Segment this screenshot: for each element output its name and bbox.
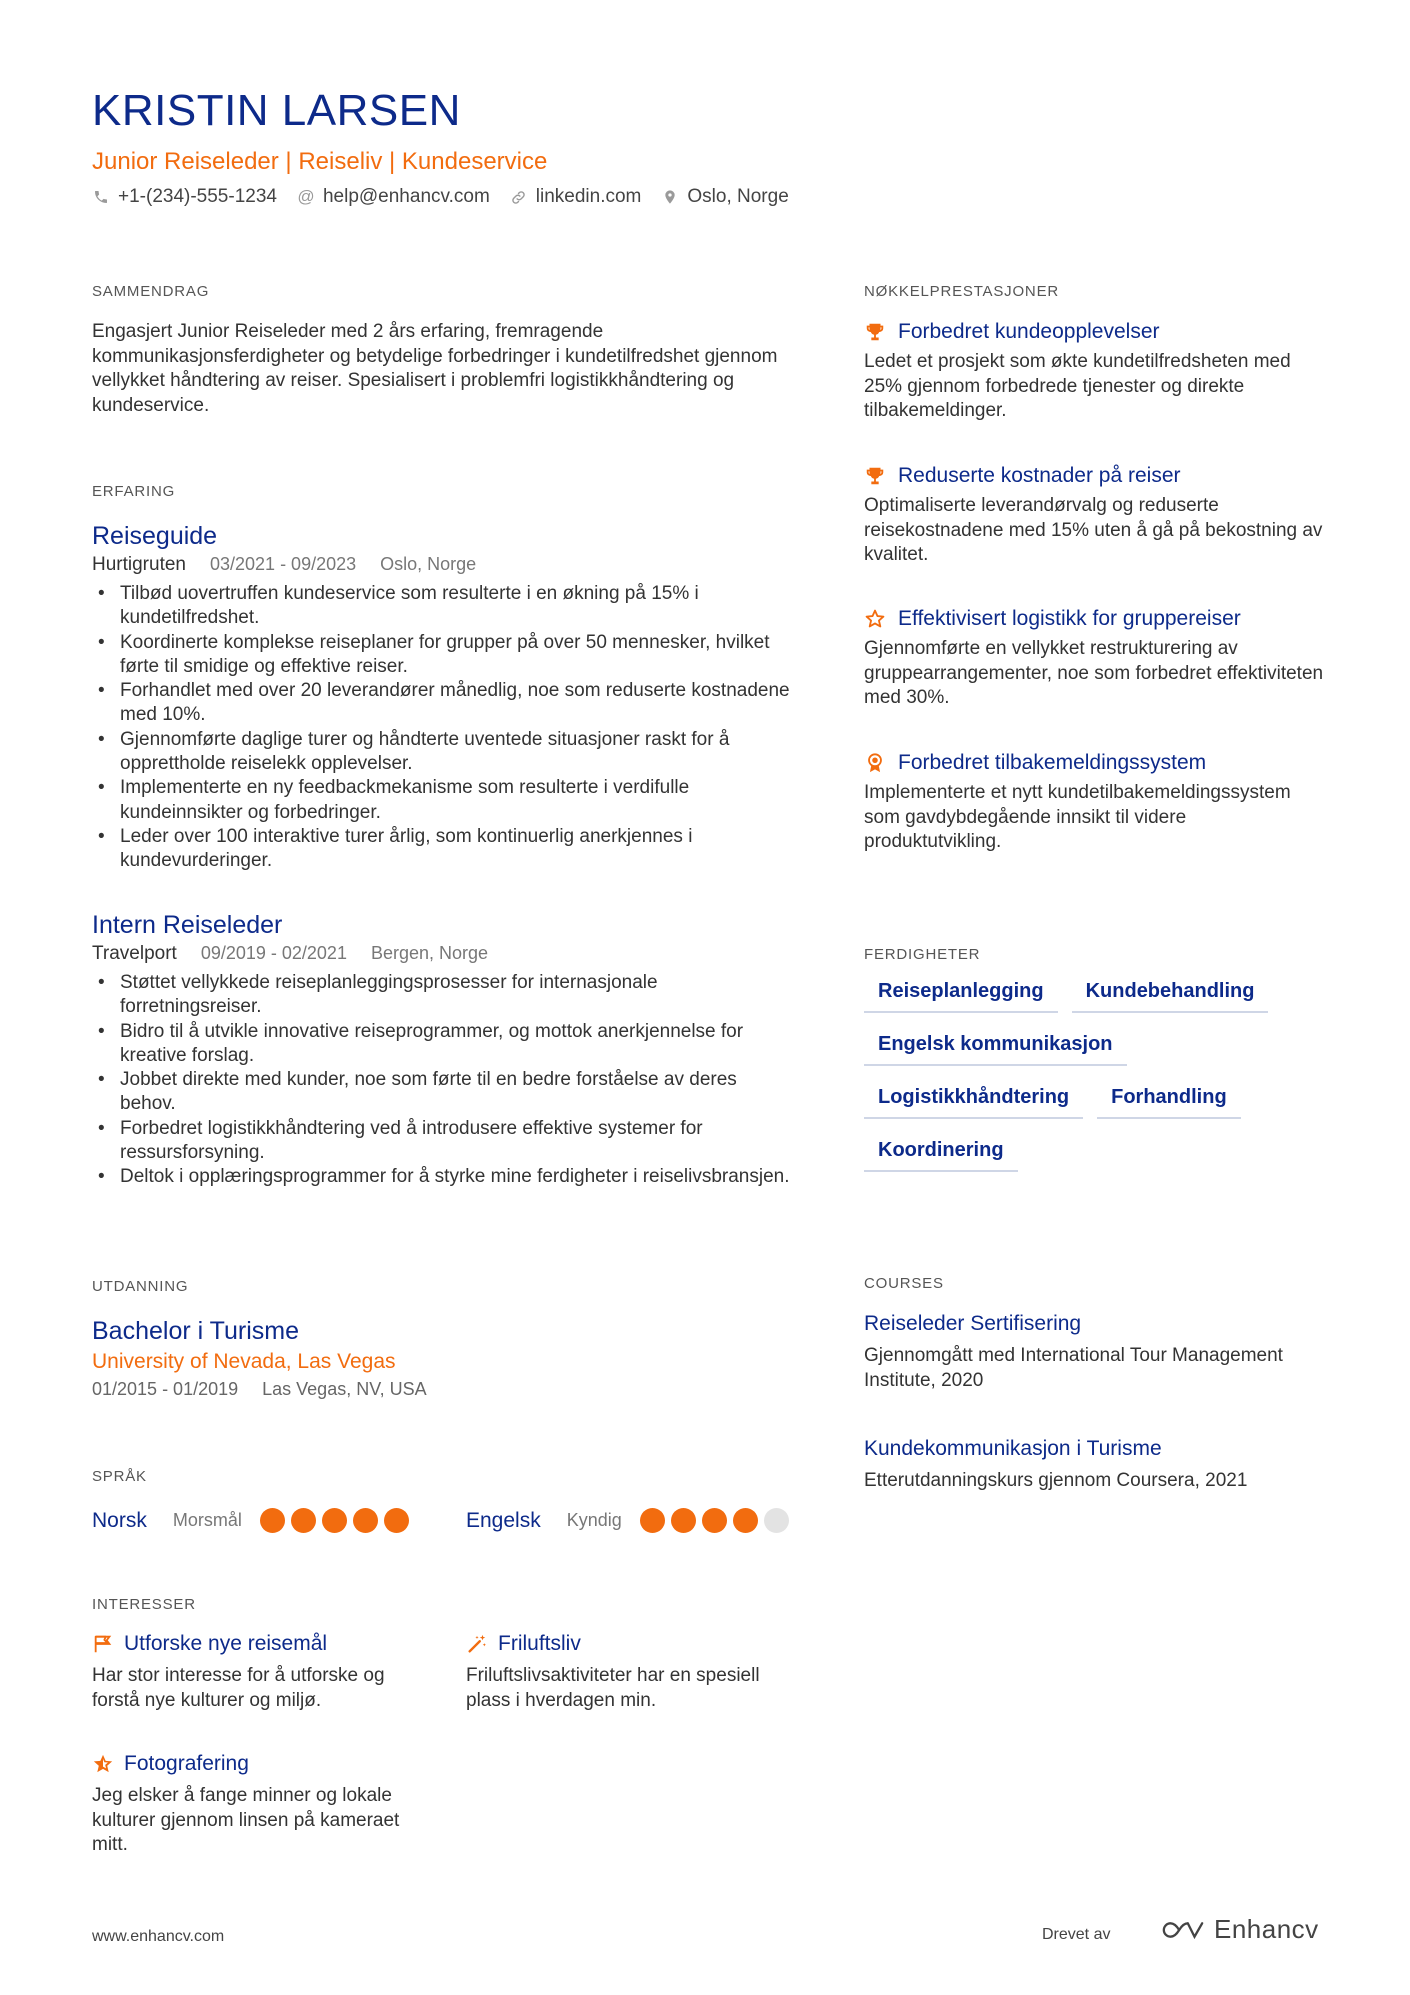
trophy-icon: [864, 321, 886, 343]
achievement-header: [864, 464, 1324, 488]
skill-row: [864, 1139, 1334, 1172]
skills-list: [864, 980, 1334, 1192]
interest-desc: Friluftslivsaktiviteter har en spesiell plass i hverdagen min.: [466, 1665, 760, 1711]
language-item: [92, 1508, 466, 1533]
achievement-item: [864, 320, 1324, 424]
job-dates: 03/2021 - 09/2023: [210, 554, 357, 574]
skill-tag: Forhandling: [1097, 1086, 1241, 1119]
achievement-title: Forbedret kundeopplevelser: [898, 320, 1160, 343]
achievement-title: Effektivisert logistikk for gruppereiser: [898, 607, 1241, 630]
section-heading-skills: FERDIGHETER: [864, 946, 981, 963]
achievement-header: [864, 751, 1324, 775]
job-title: Reiseguide: [92, 522, 218, 550]
language-level: Morsmål: [172, 1510, 242, 1530]
course-desc: Etterutdanningskurs gjennom Coursera, 2021: [864, 1470, 1248, 1491]
skill-tag: Kundebehandling: [1072, 980, 1269, 1013]
job-bullet: • Implementerte en ny feedbackmekanisme som resulterte i verdifulle kundeinnsikter og forbedringer.: [92, 776, 792, 825]
job-bullet: • Gjennomførte daglige turer og håndterte uventede situasjoner raskt for å opprettholde reiselekk opplevelser.: [92, 728, 792, 777]
section-heading-education: UTDANNING: [92, 1278, 189, 1295]
skill-tag: Reiseplanlegging: [864, 980, 1058, 1013]
language-level: Kyndig: [566, 1510, 622, 1530]
interest-header: [92, 1632, 412, 1656]
section-heading-achievements: NØKKELPRESTASJONER: [864, 283, 1060, 300]
skill-row: [864, 980, 1334, 1013]
contact-location: [661, 186, 788, 208]
language-item: [466, 1508, 789, 1533]
skill-tag: Engelsk kommunikasjon: [864, 1033, 1127, 1066]
job-bullets: [92, 971, 792, 1190]
job-meta: [92, 943, 792, 965]
languages-row: [92, 1508, 789, 1533]
location-pin-icon: [661, 188, 679, 206]
magic-wand-icon: [466, 1633, 488, 1655]
course-title: Reiseleder Sertifisering: [864, 1312, 1082, 1335]
phone-text: +1-(234)-555-1234: [118, 186, 277, 207]
course-title: Kundekommunikasjon i Turisme: [864, 1437, 1162, 1460]
education-meta: [92, 1379, 792, 1400]
achievement-item: [864, 464, 1324, 568]
rating-dot-filled: [322, 1508, 347, 1533]
course-item: [864, 1312, 1344, 1393]
achievement-header: [864, 607, 1324, 631]
job-bullet: • Forbedret logistikkhåndtering ved å introdusere effektive systemer for ressursforsyning.: [92, 1117, 792, 1166]
job-bullet: • Deltok i opplæringsprogrammer for å styrke mine ferdigheter i reiselivsbransjen.: [92, 1165, 792, 1189]
footer-url[interactable]: www.enhancv.com: [92, 1928, 225, 1945]
candidate-name: KRISTIN LARSEN: [92, 86, 461, 135]
job-bullet: • Forhandlet med over 20 leverandører månedlig, noe som reduserte kostnadene med 10%.: [92, 679, 792, 728]
achievement-header: [864, 320, 1324, 344]
job-location: Oslo, Norge: [380, 554, 477, 574]
rating-dot-empty: [764, 1508, 789, 1533]
trophy-icon: [864, 465, 886, 487]
achievement-desc: Gjennomførte en vellykket restrukturering av gruppearrangementer, noe som forbedret effektiviteten med 30%.: [864, 638, 1324, 708]
degree: Bachelor i Turisme: [92, 1317, 300, 1345]
rating-dot-filled: [640, 1508, 665, 1533]
enhancv-logo-icon: [1160, 1918, 1206, 1942]
interest-header: [92, 1752, 412, 1776]
skill-tag: Logistikkhåndtering: [864, 1086, 1083, 1119]
at-icon: @: [297, 187, 315, 206]
job-bullets: [92, 582, 792, 874]
contact-email[interactable]: [297, 186, 490, 208]
section-heading-experience: ERFARING: [92, 483, 176, 500]
achievement-desc: Optimaliserte leverandørvalg og reduserte reisekostnadene med 15% uten å gå på bekostning av kvalitet.: [864, 495, 1323, 565]
achievement-desc: Ledet et prosjekt som økte kundetilfredsheten med 25% gjennom forbedrede tjenester og direkte tilbakemeldinger.: [864, 351, 1291, 421]
section-heading-summary: SAMMENDRAG: [92, 283, 210, 300]
course-item: [864, 1437, 1344, 1494]
interest-desc: Jeg elsker å fange minner og lokale kulturer gjennom linsen på kameraet mitt.: [92, 1785, 400, 1855]
language-rating: [640, 1508, 789, 1533]
education-location: Las Vegas, NV, USA: [262, 1379, 427, 1399]
headline: Junior Reiseleder | Reiseliv | Kundeservice: [92, 148, 548, 175]
section-heading-languages: SPRÅK: [92, 1468, 147, 1485]
contact-linkedin[interactable]: [510, 186, 642, 208]
rating-dot-filled: [733, 1508, 758, 1533]
skill-row: [864, 1033, 1334, 1066]
experience-entry: [92, 522, 792, 874]
interest-item: [92, 1632, 412, 1713]
star-icon: [92, 1753, 114, 1775]
achievement-item: [864, 607, 1324, 711]
interest-item: [466, 1632, 786, 1713]
award-icon: [864, 752, 886, 774]
interest-desc: Har stor interesse for å utforske og forstå nye kulturer og miljø.: [92, 1665, 385, 1711]
interest-title: Fotografering: [124, 1752, 249, 1775]
rating-dot-filled: [353, 1508, 378, 1533]
job-company: Hurtigruten: [92, 554, 186, 575]
phone-icon: [92, 188, 110, 206]
language-rating: [260, 1508, 409, 1533]
skill-tag: Koordinering: [864, 1139, 1018, 1172]
section-heading-courses: COURSES: [864, 1275, 944, 1292]
language-name: Norsk: [92, 1508, 147, 1532]
skill-row: [864, 1086, 1334, 1119]
job-title: Intern Reiseleder: [92, 911, 283, 939]
rating-dot-filled: [260, 1508, 285, 1533]
job-bullet: • Tilbød uovertruffen kundeservice som resulterte i en økning på 15% i kundetilfredshet.: [92, 582, 792, 631]
powered-by-label: Drevet av: [1042, 1926, 1111, 1943]
achievement-desc: Implementerte et nytt kundetilbakemeldingssystem som gavdybdegående innsikt til videre produktutvikling.: [864, 782, 1291, 852]
education-entry: [92, 1317, 792, 1400]
job-bullet: • Koordinerte komplekse reiseplaner for grupper på over 50 mennesker, hvilket førte til smidige og effektive reiser.: [92, 631, 792, 680]
rating-dot-filled: [671, 1508, 696, 1533]
education-dates: 01/2015 - 01/2019: [92, 1379, 239, 1399]
location-text: Oslo, Norge: [687, 186, 789, 207]
interest-title: Friluftsliv: [498, 1632, 581, 1655]
rating-dot-filled: [702, 1508, 727, 1533]
job-bullet: • Bidro til å utvikle innovative reiseprogrammer, og mottok anerkjennelse for kreative forslag.: [92, 1020, 792, 1069]
job-bullet: • Jobbet direkte med kunder, noe som førte til en bedre forståelse av deres behov.: [92, 1068, 792, 1117]
rating-dot-filled: [384, 1508, 409, 1533]
linkedin-text: linkedin.com: [535, 186, 642, 207]
job-location: Bergen, Norge: [370, 943, 489, 963]
brand-logo[interactable]: [1160, 1914, 1319, 1945]
contact-bar: [92, 186, 789, 208]
summary-text: Engasjert Junior Reiseleder med 2 års erfaring, fremragende kommunikasjonsferdigheter og betydelige forbedringer i kundetilfredshet gjennom vellykket håndtering av reiser. Spesialisert i problemfri logistikkhåndtering og kundeservice.: [92, 321, 778, 416]
experience-entry: [92, 911, 792, 1190]
job-bullet: • Støttet vellykkede reiseplanleggingsprosesser for internasjonale forretningsreiser.: [92, 971, 792, 1020]
job-meta: [92, 554, 792, 576]
job-dates: 09/2019 - 02/2021: [200, 943, 347, 963]
achievement-title: Forbedret tilbakemeldingssystem: [898, 751, 1207, 774]
rating-dot-filled: [291, 1508, 316, 1533]
contact-phone[interactable]: [92, 186, 277, 208]
school: University of Nevada, Las Vegas: [92, 1350, 396, 1373]
course-desc: Gjennomgått med International Tour Management Institute, 2020: [864, 1345, 1283, 1391]
flag-icon: [92, 1633, 114, 1655]
email-text: help@enhancv.com: [322, 186, 490, 207]
job-company: Travelport: [92, 943, 177, 964]
job-bullet: • Leder over 100 interaktive turer årlig, som kontinuerlig anerkjennes i kundevurderinger.: [92, 825, 792, 874]
brand-name: Enhancv: [1214, 1914, 1319, 1944]
language-name: Engelsk: [466, 1508, 541, 1532]
interest-header: [466, 1632, 786, 1656]
link-icon: [510, 188, 528, 206]
achievement-title: Reduserte kostnader på reiser: [898, 464, 1181, 487]
interest-title: Utforske nye reisemål: [124, 1632, 328, 1655]
section-heading-interests: INTERESSER: [92, 1596, 196, 1613]
star-outline-icon: [864, 608, 886, 630]
achievement-item: [864, 751, 1324, 855]
interest-item: [92, 1752, 412, 1858]
